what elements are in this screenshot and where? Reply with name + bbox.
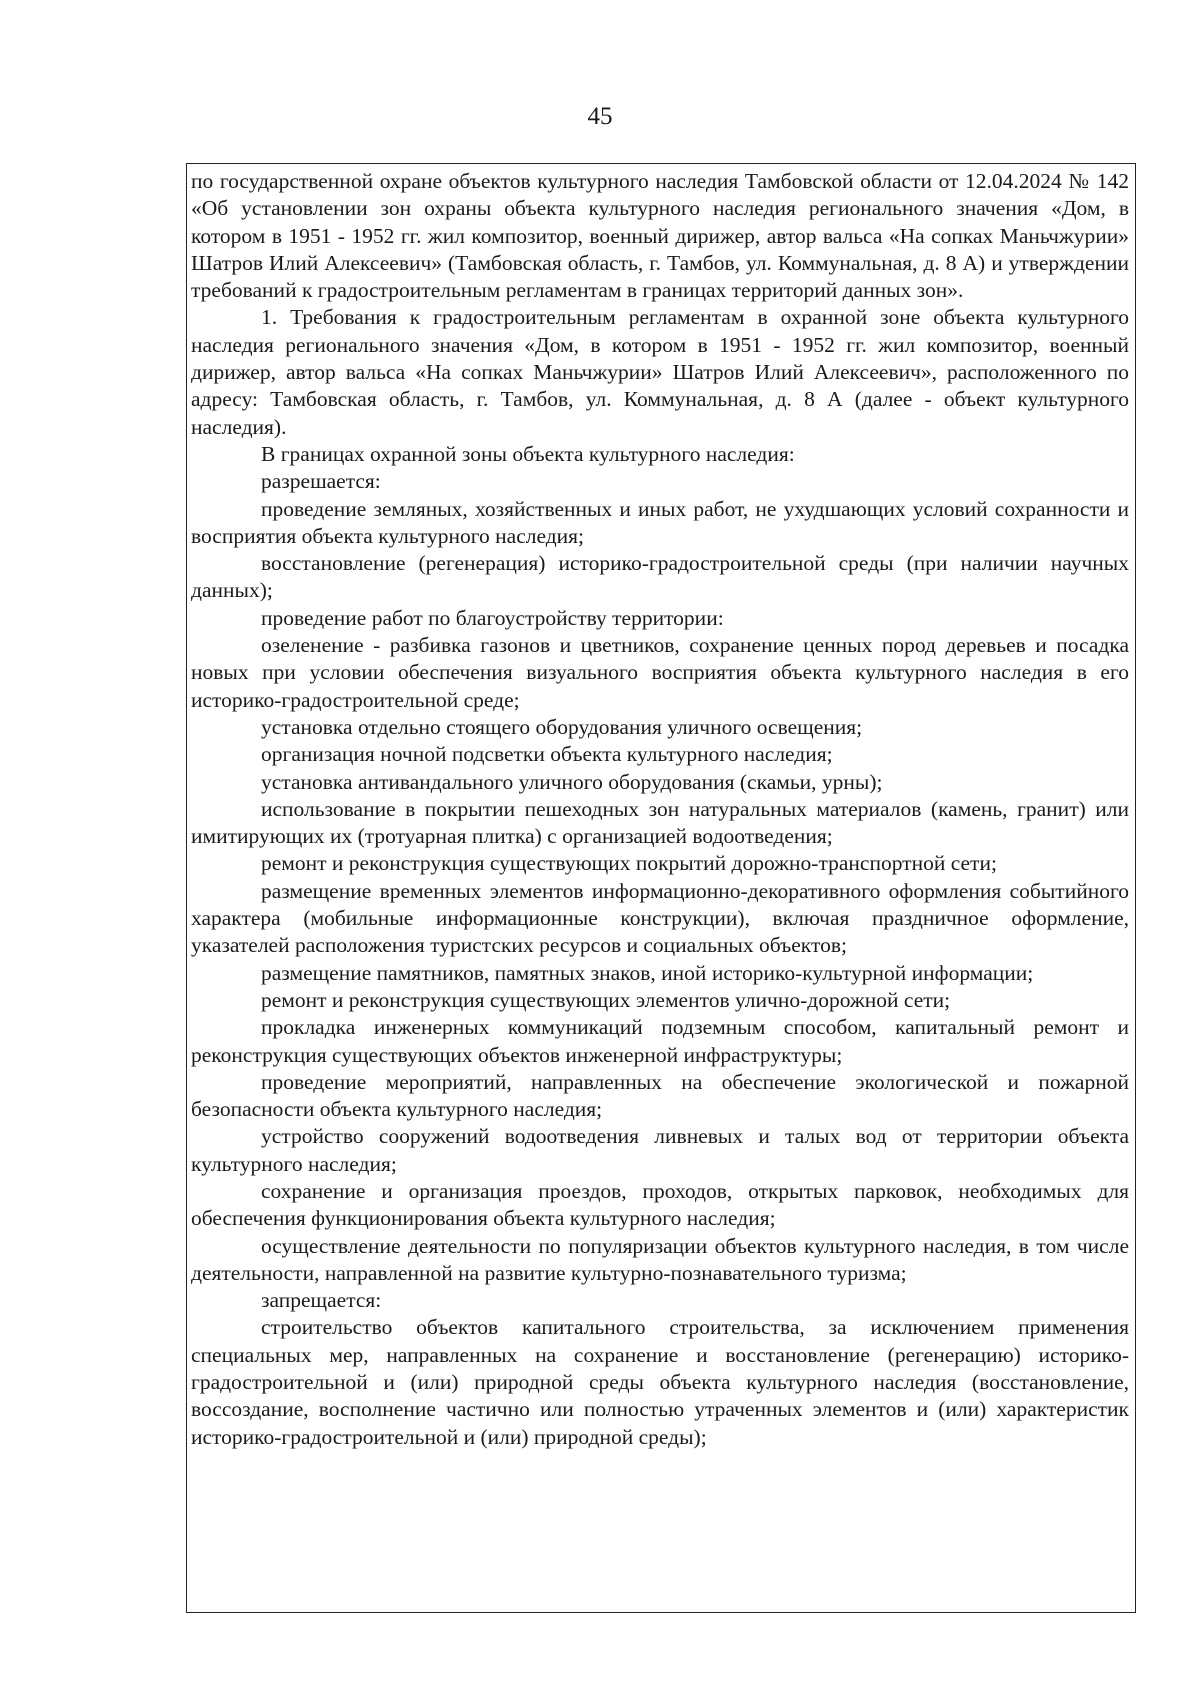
document-body xyxy=(191,168,1129,1451)
paragraph: организация ночной подсветки объекта культурного наследия; xyxy=(261,742,833,767)
paragraph: разрешается: xyxy=(261,469,381,494)
paragraph: ремонт и реконструкция существующих покрытий дорожно-транспортной сети; xyxy=(261,851,997,876)
paragraph: В границах охранной зоны объекта культурного наследия: xyxy=(261,441,795,466)
paragraph: озеленение - разбивка газонов и цветников, сохранение ценных пород деревьев и посадка новых при условии обеспечения визуального восприятия объекта культурного наследия в его историко-градостроительной среде; xyxy=(191,633,1129,712)
paragraph: использование в покрытии пешеходных зон натуральных материалов (камень, гранит) или имитирующих их (тротуарная плитка) с организацией водоотведения; xyxy=(191,796,1129,849)
paragraph: запрещается: xyxy=(261,1288,382,1313)
paragraph: ремонт и реконструкция существующих элементов улично-дорожной сети; xyxy=(261,987,951,1012)
paragraph: устройство сооружений водоотведения ливневых и талых вод от территории объекта культурного наследия; xyxy=(191,1124,1129,1176)
document-frame xyxy=(186,163,1136,1613)
paragraph: строительство объектов капитального строительства, за исключением применения специальных мер, направленных на сохранение и восстановление (регенерацию) историко-градостроительной и (или) природной среды объекта культурного наследия (восстановление, воссоздание, восполнение частично или полностью утраченных элементов и (или) характеристик историко-градостроительной и (или) природной среды); xyxy=(191,1315,1129,1449)
paragraph: установка отдельно стоящего оборудования уличного освещения; xyxy=(261,714,863,739)
paragraph: сохранение и организация проездов, проходов, открытых парковок, необходимых для обеспечения функционирования объекта культурного наследия; xyxy=(191,1178,1129,1231)
page-number: 45 xyxy=(587,103,613,130)
paragraph: по государственной охране объектов культурного наследия Тамбовской области от 12.04.2024 № 142 «Об установлении зон охраны объекта культурного наследия регионального значения «Дом, в котором в 1951 - 1952 гг. жил композитор, военный дирижер, автор вальса «На сопках Маньчжурии» Шатров Илий Алексеевич» (Тамбовская область, г. Тамбов, ул. Коммунальная, д. 8 А) и утверждении требований к градостроительным регламентам в границах территорий данных зон». xyxy=(191,169,1129,303)
paragraph: проведение земляных, хозяйственных и иных работ, не ухудшающих условий сохранности и восприятия объекта культурного наследия; xyxy=(191,496,1129,548)
paragraph: 1. Требования к градостроительным регламентам в охранной зоне объекта культурного наследия регионального значения «Дом, в котором в 1951 - 1952 гг. жил композитор, военный дирижер, автор вальса «На сопках Маньчжурии» Шатров Илий Алексеевич», расположенного по адресу: Тамбовская область, г. Тамбов, ул. Коммунальная, д. 8 А (далее - объект культурного наследия). xyxy=(191,305,1129,439)
paragraph: проведение работ по благоустройству территории: xyxy=(261,605,724,630)
paragraph: осуществление деятельности по популяризации объектов культурного наследия, в том числе деятельности, направленной на развитие культурно-познавательного туризма; xyxy=(191,1233,1129,1285)
paragraph: размещение временных элементов информационно-декоративного оформления событийного характера (мобильные информационные конструкции), включая праздничное оформление, указателей расположения туристских ресурсов и социальных объектов; xyxy=(191,878,1129,958)
paragraph: установка антивандального уличного оборудования (скамьи, урны); xyxy=(261,769,883,794)
paragraph: проведение мероприятий, направленных на обеспечение экологической и пожарной безопасности объекта культурного наследия; xyxy=(191,1069,1129,1122)
paragraph: восстановление (регенерация) историко-градостроительной среды (при наличии научных данных); xyxy=(191,551,1129,603)
paragraph: размещение памятников, памятных знаков, иной историко-культурной информации; xyxy=(261,960,1034,985)
paragraph: прокладка инженерных коммуникаций подземным способом, капитальный ремонт и реконструкция существующих объектов инженерной инфраструктуры; xyxy=(191,1015,1129,1067)
